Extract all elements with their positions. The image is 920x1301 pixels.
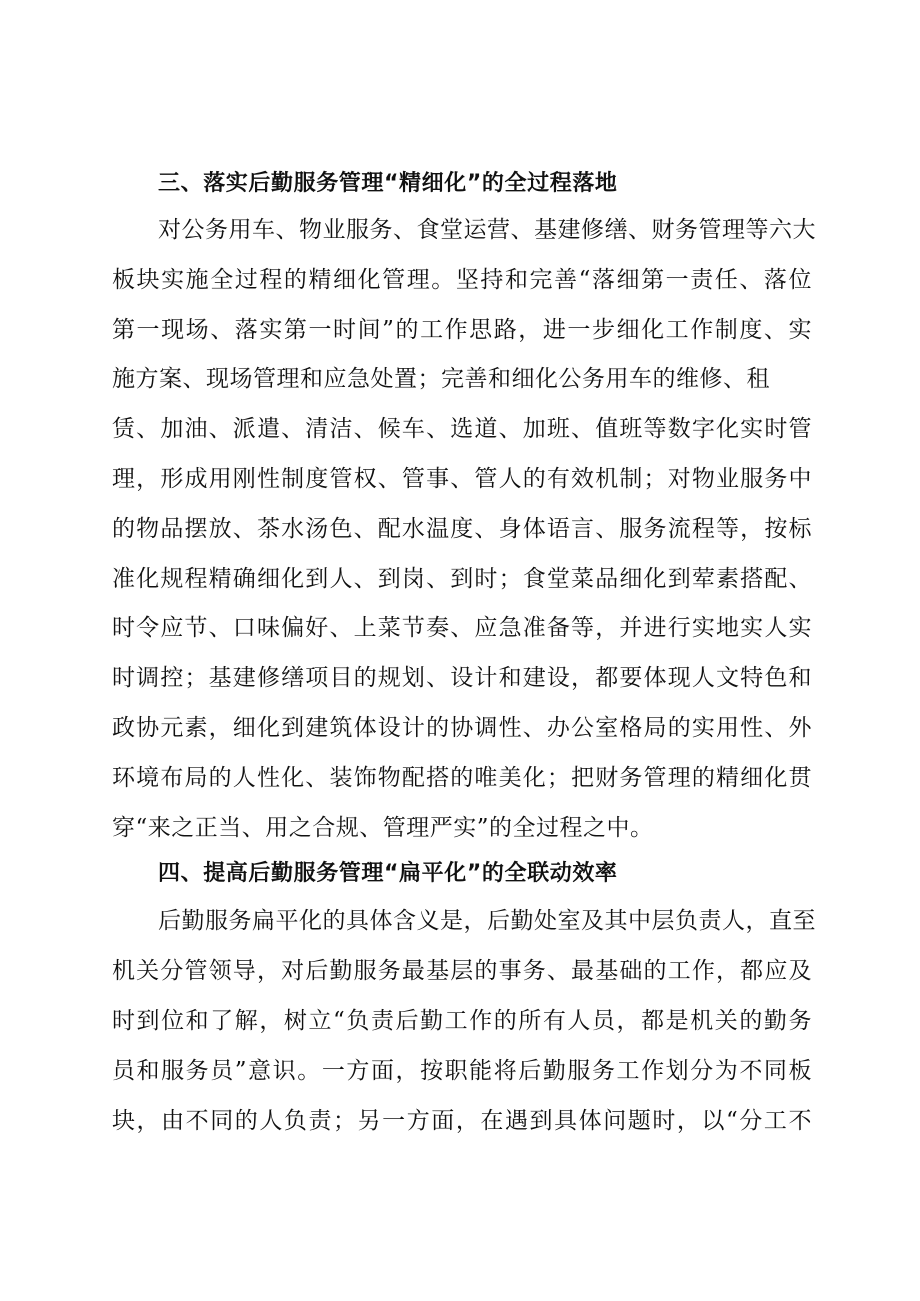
section-3-line-6: 理，形成用刚性制度管权、管事、管人的有效机制；对物业服务中 xyxy=(112,466,812,492)
section-3-line-5: 赁、加油、派遣、清洁、候车、选道、加班、值班等数字化实时管 xyxy=(112,416,812,442)
section-3-heading: 三、落实后勤服务管理“精细化”的全过程落地 xyxy=(158,171,618,196)
section-3-line-9: 时令应节、口味偏好、上菜节奏、应急准备等，并进行实地实人实 xyxy=(112,615,812,641)
section-4-line-1: 后勤服务扁平化的具体含义是，后勤处室及其中层负责人，直至 xyxy=(158,908,816,934)
section-4-line-4: 员和服务员”意识。一方面，按职能将后勤服务工作划分为不同板 xyxy=(112,1058,812,1084)
section-3-line-7: 的物品摆放、茶水汤色、配水温度、身体语言、服务流程等，按标 xyxy=(112,516,812,542)
section-3-line-8: 准化规程精确细化到人、到岗、到时；食堂菜品细化到荤素搭配、 xyxy=(112,566,812,592)
section-3-line-1: 对公务用车、物业服务、食堂运营、基建修缮、财务管理等六大 xyxy=(158,217,816,243)
section-4-heading: 四、提高后勤服务管理“扁平化”的全联动效率 xyxy=(158,861,618,886)
section-4-line-2: 机关分管领导，对后勤服务最基层的事务、最基础的工作，都应及 xyxy=(112,958,812,984)
section-3-line-13: 穿“来之正当、用之合规、管理严实”的全过程之中。 xyxy=(112,815,654,841)
section-3-line-11: 政协元素，细化到建筑体设计的协调性、办公室格局的实用性、外 xyxy=(112,715,812,741)
section-3-line-10: 时调控；基建修缮项目的规划、设计和建设，都要体现人文特色和 xyxy=(112,665,812,691)
section-3-line-12: 环境布局的人性化、装饰物配搭的唯美化；把财务管理的精细化贯 xyxy=(112,765,812,791)
section-4-line-5: 块，由不同的人负责；另一方面，在遇到具体问题时，以“分工不 xyxy=(112,1108,812,1134)
section-3-line-3: 第一现场、落实第一时间”的工作思路，进一步细化工作制度、实 xyxy=(112,317,812,343)
section-3-line-2: 板块实施全过程的精细化管理。坚持和完善“落细第一责任、落位 xyxy=(112,267,812,293)
section-4-line-3: 时到位和了解，树立“负责后勤工作的所有人员，都是机关的勤务 xyxy=(112,1008,812,1034)
section-3-line-4: 施方案、现场管理和应急处置；完善和细化公务用车的维修、租 xyxy=(112,366,770,392)
